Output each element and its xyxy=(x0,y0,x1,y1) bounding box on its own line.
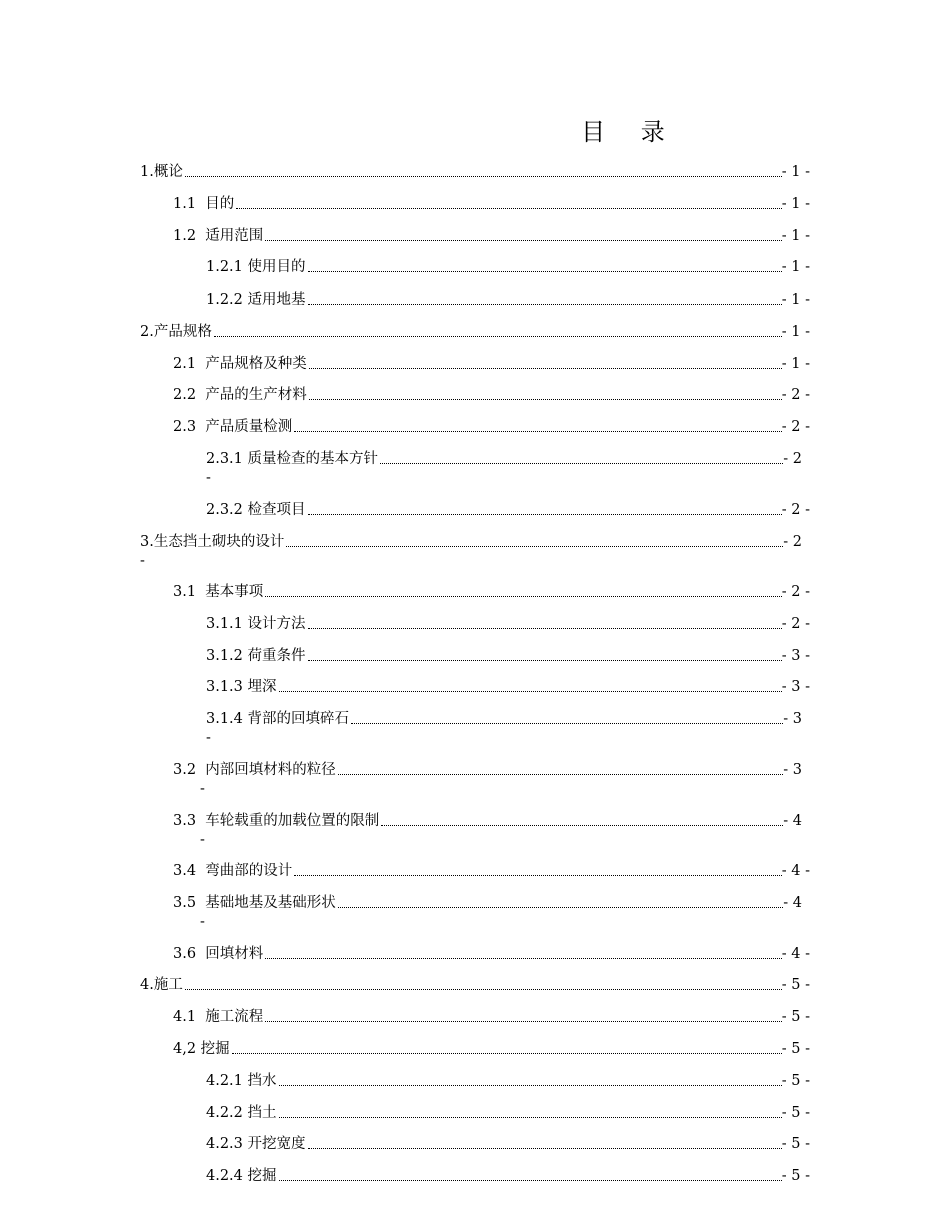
toc-entry-number: 2.3 xyxy=(173,419,206,435)
toc-dot-leader xyxy=(185,176,782,177)
toc-entry-label xyxy=(173,862,294,881)
toc-dot-leader xyxy=(380,463,783,464)
toc-entry-text: 检查项目 xyxy=(247,502,306,518)
toc-page-number: - 1 - xyxy=(781,164,810,180)
toc-page-number: - 3 - xyxy=(781,648,810,664)
toc-entry-number: 1.1 xyxy=(173,196,206,212)
toc-entry-text: 基础地基及基础形状 xyxy=(205,895,336,911)
toc-entry-number: 3.4 xyxy=(173,863,206,879)
toc-page-number: - 1 - xyxy=(781,228,810,244)
toc-entry-number: 1.2.2 xyxy=(206,292,248,308)
toc-entry-line xyxy=(206,450,802,469)
toc-page-number: - 2 - xyxy=(781,419,810,435)
toc-entry-line xyxy=(206,501,810,520)
toc-dot-leader xyxy=(232,1053,782,1054)
toc-page-number: - 2 - xyxy=(781,502,810,518)
toc-entry-line xyxy=(140,323,810,342)
toc-entry-line xyxy=(173,1008,810,1027)
toc-dot-leader xyxy=(279,1180,782,1181)
toc-entry-label xyxy=(173,1008,265,1027)
toc-dot-leader xyxy=(308,660,782,661)
toc-entry-label xyxy=(140,976,185,995)
toc-dot-leader xyxy=(308,1148,782,1149)
toc-entry-label xyxy=(173,418,294,437)
toc-entry-text: 埋深 xyxy=(247,679,277,695)
toc-entry-label xyxy=(206,647,308,666)
toc-entry-text: 使用目的 xyxy=(247,259,306,275)
toc-entry-line xyxy=(173,355,810,374)
toc-page-number: - 1 - xyxy=(781,196,810,212)
toc-entry-line xyxy=(206,647,810,666)
toc-page-number: - 5 - xyxy=(781,1105,810,1121)
toc-entry-line xyxy=(206,1135,810,1154)
toc-entry-line xyxy=(173,761,802,780)
toc-entry-text: 适用地基 xyxy=(247,292,306,308)
toc-entry-number: 1.2 xyxy=(173,228,206,244)
toc-page-number: - 3 xyxy=(783,711,802,727)
toc-entry-line xyxy=(173,227,810,246)
toc-entry-text: 施工流程 xyxy=(205,1009,264,1025)
toc-entry-text: 背部的回填碎石 xyxy=(247,711,350,727)
toc-entry-label xyxy=(206,501,308,520)
toc-entry-number: 3.1.1 xyxy=(206,616,248,632)
toc-page-number-continuation: - xyxy=(200,832,205,848)
toc-entry-text: 挡土 xyxy=(247,1105,277,1121)
toc-entry-line xyxy=(206,1072,810,1091)
toc-entry-line xyxy=(173,894,802,913)
toc-page-number: - 5 - xyxy=(781,1136,810,1152)
toc-entry-label xyxy=(173,386,309,405)
toc-dot-leader xyxy=(265,596,781,597)
toc-entry-line xyxy=(206,291,810,310)
toc-dot-leader xyxy=(381,825,783,826)
toc-entry-label xyxy=(206,710,351,729)
toc-entry-label xyxy=(173,355,309,374)
toc-entry-line xyxy=(140,976,810,995)
toc-dot-leader xyxy=(279,1117,782,1118)
toc-entry-text: 目的 xyxy=(205,196,235,212)
toc-dot-leader xyxy=(309,399,782,400)
toc-entry-text: 基本事项 xyxy=(205,584,264,600)
toc-entry-text: 产品规格 xyxy=(153,324,212,340)
toc-entry-text: 生态挡土砌块的设计 xyxy=(153,534,285,550)
toc-entry-number: 3.1.4 xyxy=(206,711,248,727)
toc-dot-leader xyxy=(286,546,783,547)
toc-page-number: - 1 - xyxy=(781,356,810,372)
toc-entry-line xyxy=(173,195,810,214)
toc-entry-number: 1.2.1 xyxy=(206,259,248,275)
toc-entry-text: 施工 xyxy=(153,977,183,993)
toc-page-number-continuation: - xyxy=(206,730,211,746)
toc-dot-leader xyxy=(294,875,781,876)
toc-dot-leader xyxy=(279,691,782,692)
toc-entry-line xyxy=(140,163,810,182)
toc-page-number: - 5 - xyxy=(781,1168,810,1184)
toc-entry-text: 荷重条件 xyxy=(247,648,306,664)
toc-page-number: - 1 - xyxy=(781,292,810,308)
toc-entry-label xyxy=(173,812,381,831)
toc-entry-text: 开挖宽度 xyxy=(247,1136,306,1152)
toc-entry-number: 4.2.1 xyxy=(206,1073,248,1089)
toc-entry-text: 适用范围 xyxy=(205,228,264,244)
toc-entry-number: 3.1.3 xyxy=(206,679,248,695)
toc-page-number: - 5 - xyxy=(781,977,810,993)
toc-page-number: - 4 xyxy=(783,895,802,911)
toc-entry-number: 2. xyxy=(140,324,154,340)
toc-entry-label xyxy=(206,450,380,469)
toc-dot-leader xyxy=(279,1085,782,1086)
toc-entry-number: 2.3.1 xyxy=(206,451,248,467)
toc-entry-number: 2.1 xyxy=(173,356,206,372)
toc-entry-line xyxy=(206,615,810,634)
toc-page-number: - 5 - xyxy=(781,1041,810,1057)
toc-entry-number: 4,2 xyxy=(173,1041,201,1057)
toc-page-number: - 4 - xyxy=(781,863,810,879)
toc-entry-label xyxy=(173,894,338,913)
toc-page-number: - 1 - xyxy=(781,259,810,275)
toc-page-number: - 2 - xyxy=(781,584,810,600)
toc-dot-leader xyxy=(308,628,782,629)
toc-page-number: - 2 - xyxy=(781,616,810,632)
toc-page-number-continuation: - xyxy=(200,781,205,797)
toc-entry-line xyxy=(173,812,802,831)
toc-dot-leader xyxy=(309,368,782,369)
toc-entry-label xyxy=(173,761,338,780)
toc-entry-number: 3.1 xyxy=(173,584,206,600)
toc-page-number-continuation: - xyxy=(200,914,205,930)
toc-entry-label xyxy=(206,615,308,634)
toc-dot-leader xyxy=(185,989,782,990)
toc-entry-number: 3.6 xyxy=(173,946,206,962)
toc-dot-leader xyxy=(214,336,782,337)
toc-entry-line xyxy=(206,710,802,729)
toc-entry-line xyxy=(206,678,810,697)
toc-entry-text: 内部回填材料的粒径 xyxy=(205,762,336,778)
toc-entry-text: 设计方法 xyxy=(247,616,306,632)
toc-entry-text: 挡水 xyxy=(247,1073,277,1089)
toc-entry-number: 3.5 xyxy=(173,895,206,911)
toc-page-number-continuation: - xyxy=(140,553,145,569)
toc-entry-number: 1. xyxy=(140,164,154,180)
toc-entry-number: 4.2.3 xyxy=(206,1136,248,1152)
toc-entry-text: 产品质量检测 xyxy=(205,419,293,435)
toc-entry-number: 4.1 xyxy=(173,1009,206,1025)
toc-entry-label xyxy=(173,227,265,246)
toc-entry-text: 车轮载重的加载位置的限制 xyxy=(205,813,380,829)
toc-entry-text: 产品规格及种类 xyxy=(205,356,307,372)
toc-entry-line xyxy=(173,1040,810,1059)
toc-dot-leader xyxy=(236,208,781,209)
toc-entry-label xyxy=(173,945,265,964)
toc-entry-number: 4. xyxy=(140,977,154,993)
toc-entry-text: 弯曲部的设计 xyxy=(205,863,293,879)
toc-entry-line xyxy=(173,583,810,602)
toc-dot-leader xyxy=(294,431,781,432)
toc-dot-leader xyxy=(265,958,781,959)
toc-entry-label xyxy=(206,291,308,310)
toc-entry-line xyxy=(173,386,810,405)
toc-page-number-continuation: - xyxy=(206,470,211,486)
toc-dot-leader xyxy=(338,774,783,775)
toc-dot-leader xyxy=(265,1021,781,1022)
toc-entry-label xyxy=(173,583,265,602)
toc-dot-leader xyxy=(308,271,782,272)
toc-entry-line xyxy=(173,862,810,881)
toc-title: 目 录 xyxy=(581,118,679,146)
toc-dot-leader xyxy=(338,907,783,908)
toc-page-number: - 3 - xyxy=(781,679,810,695)
toc-entry-label xyxy=(206,1135,308,1154)
toc-entry-text: 产品的生产材料 xyxy=(205,387,307,403)
toc-page-number: - 2 xyxy=(783,534,802,550)
toc-page-number: - 3 xyxy=(783,762,802,778)
toc-entry-label xyxy=(206,258,308,277)
toc-dot-leader xyxy=(265,240,781,241)
toc-page-number: - 2 xyxy=(783,451,802,467)
toc-entry-label xyxy=(173,195,236,214)
toc-entry-line xyxy=(173,418,810,437)
toc-entry-text: 概论 xyxy=(153,164,183,180)
toc-entry-line xyxy=(140,533,802,552)
toc-entry-text: 挖掘 xyxy=(247,1168,277,1184)
toc-page-number: - 4 xyxy=(783,813,802,829)
toc-entry-label xyxy=(173,1040,232,1059)
toc-page-number: - 4 - xyxy=(781,946,810,962)
toc-page-number: - 1 - xyxy=(781,324,810,340)
toc-entry-text: 挖掘 xyxy=(200,1041,230,1057)
toc-page-number: - 2 - xyxy=(781,387,810,403)
toc-entry-text: 回填材料 xyxy=(205,946,264,962)
toc-entry-line xyxy=(173,945,810,964)
toc-entry-number: 3.3 xyxy=(173,813,206,829)
toc-entry-line xyxy=(206,1104,810,1123)
toc-dot-leader xyxy=(351,723,783,724)
toc-entry-number: 4.2.4 xyxy=(206,1168,248,1184)
toc-entry-label xyxy=(140,163,185,182)
toc-entry-label xyxy=(206,1072,279,1091)
toc-entry-number: 3.1.2 xyxy=(206,648,248,664)
toc-entry-label xyxy=(206,1167,279,1186)
toc-entry-number: 2.2 xyxy=(173,387,206,403)
toc-entry-line xyxy=(206,1167,810,1186)
toc-entry-label xyxy=(206,678,279,697)
toc-entry-number: 2.3.2 xyxy=(206,502,248,518)
toc-entry-label xyxy=(140,533,286,552)
toc-entry-number: 3. xyxy=(140,534,154,550)
toc-entry-label xyxy=(206,1104,279,1123)
toc-page-number: - 5 - xyxy=(781,1073,810,1089)
toc-entry-label xyxy=(140,323,214,342)
toc-dot-leader xyxy=(308,514,782,515)
toc-entry-number: 3.2 xyxy=(173,762,206,778)
toc-entry-text: 质量检查的基本方针 xyxy=(247,451,379,467)
toc-entry-number: 4.2.2 xyxy=(206,1105,248,1121)
toc-dot-leader xyxy=(308,304,782,305)
toc-entry-line xyxy=(206,258,810,277)
toc-page-number: - 5 - xyxy=(781,1009,810,1025)
